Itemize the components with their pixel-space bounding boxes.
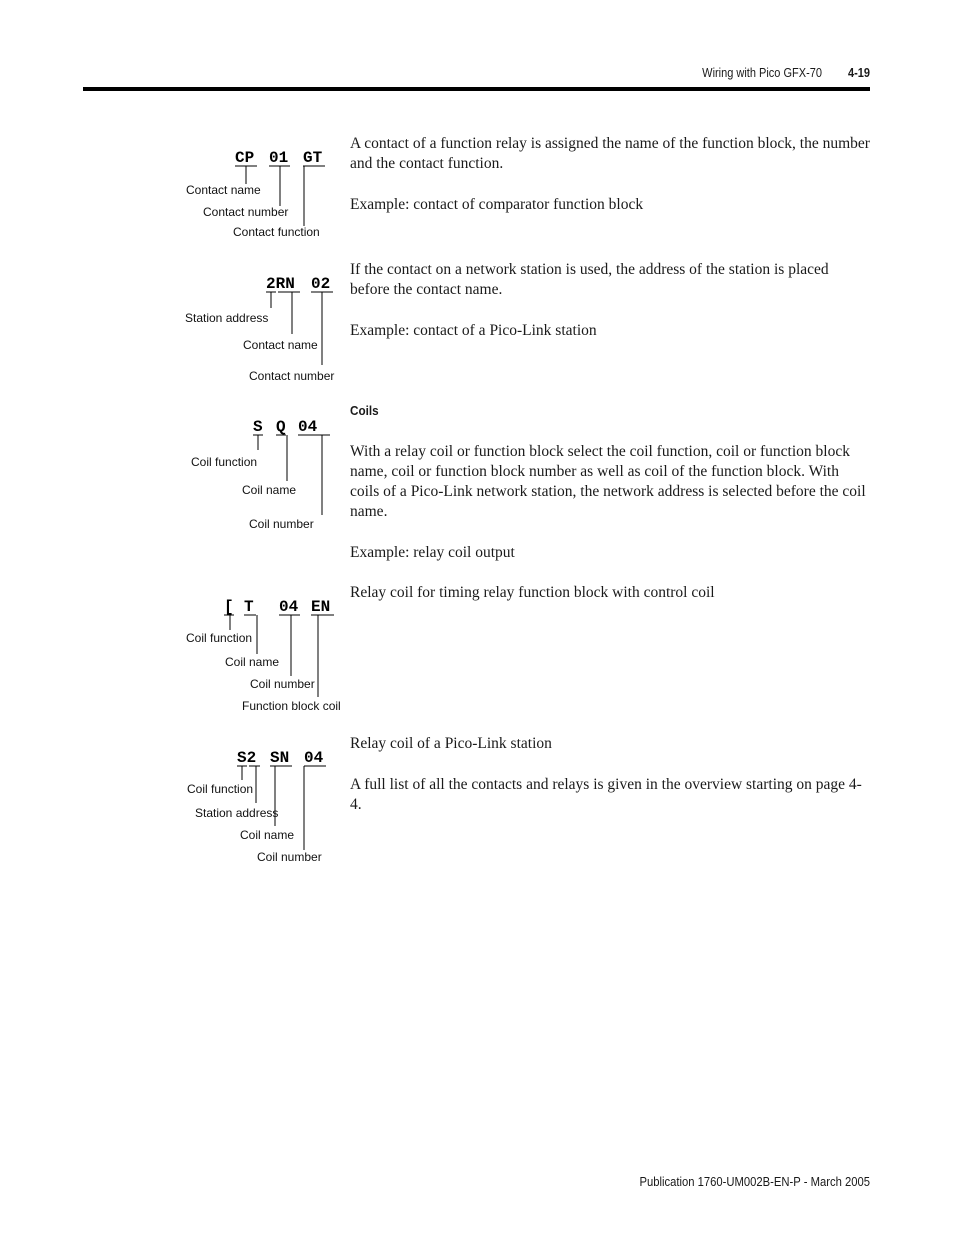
diagram-relay-coil [191,418,330,531]
label-contact-name: Contact name [243,338,318,352]
label-function-block-coil: Function block coil [242,699,341,713]
label-coil-function: Coil function [186,631,253,645]
code-coil-function: [ [224,598,234,616]
paragraph-full-list-reference: A full list of all the contacts and relays is given in the overview starting on page 4-4. [350,776,862,813]
paragraph-network-contact: If the contact on a network station is used, the address of the station is placed before the contact name. [350,261,829,298]
example-relay-coil-output: Example: relay coil output [350,544,515,561]
paragraph-coils: With a relay coil or function block select the coil function, coil or function block name, coil or function block number as well as coil of the function block. With coils of a Pico-Link network station, the network address is selected before the coil name. [350,443,866,520]
label-coil-name: Coil name [242,483,297,497]
label-coil-number: Coil number [249,517,314,531]
paragraph-timing-relay-coil: Relay coil for timing relay function block with control coil [350,584,715,601]
diagram-timing-relay-coil [186,598,341,713]
code-contact-name: CP [235,149,255,167]
label-station-address: Station address [185,311,269,325]
label-contact-function: Contact function [233,225,320,239]
code-coil-number: 04 [279,598,299,616]
section-heading-coils: Coils [350,403,379,418]
code-contact-function: GT [303,149,323,167]
code-contact-number: 02 [311,275,331,293]
paragraph-function-relay-contact: A contact of a function relay is assigned the name of the function block, the number and the contact function. [350,135,870,172]
code-coil-number: 04 [298,418,318,436]
code-coil-function: S [253,418,263,436]
header-rule [83,87,870,91]
label-station-address: Station address [195,806,279,820]
diagram-network-contact [185,275,334,383]
running-header-title: Wiring with Pico GFX-70 [702,66,822,80]
label-contact-name: Contact name [186,183,261,197]
publication-footer: Publication 1760-UM002B-EN-P - March 2005 [639,1175,870,1189]
code-coil-name: T [244,598,254,616]
label-coil-function: Coil function [187,782,254,796]
code-coil-name: Q [276,418,286,436]
label-contact-number: Contact number [249,369,335,383]
diagram-network-coil [187,749,326,864]
code-function-block-coil: EN [311,598,331,616]
paragraph-pico-link-coil: Relay coil of a Pico-Link station [350,735,552,752]
label-coil-name: Coil name [240,828,295,842]
label-coil-number: Coil number [250,677,315,691]
example-comparator-contact: Example: contact of comparator function block [350,196,644,213]
code-station-and-name: 2RN [266,275,295,293]
code-contact-number: 01 [269,149,289,167]
label-coil-name: Coil name [225,655,280,669]
diagram-function-relay-contact [186,149,325,239]
page-number: 4-19 [847,66,870,80]
label-coil-number: Coil number [257,850,322,864]
example-pico-link-contact: Example: contact of a Pico-Link station [350,322,597,339]
code-coil-function-station: S2 [237,749,257,767]
label-contact-number: Contact number [203,205,289,219]
code-coil-name: SN [270,749,290,767]
label-coil-function: Coil function [191,455,258,469]
code-coil-number: 04 [304,749,324,767]
